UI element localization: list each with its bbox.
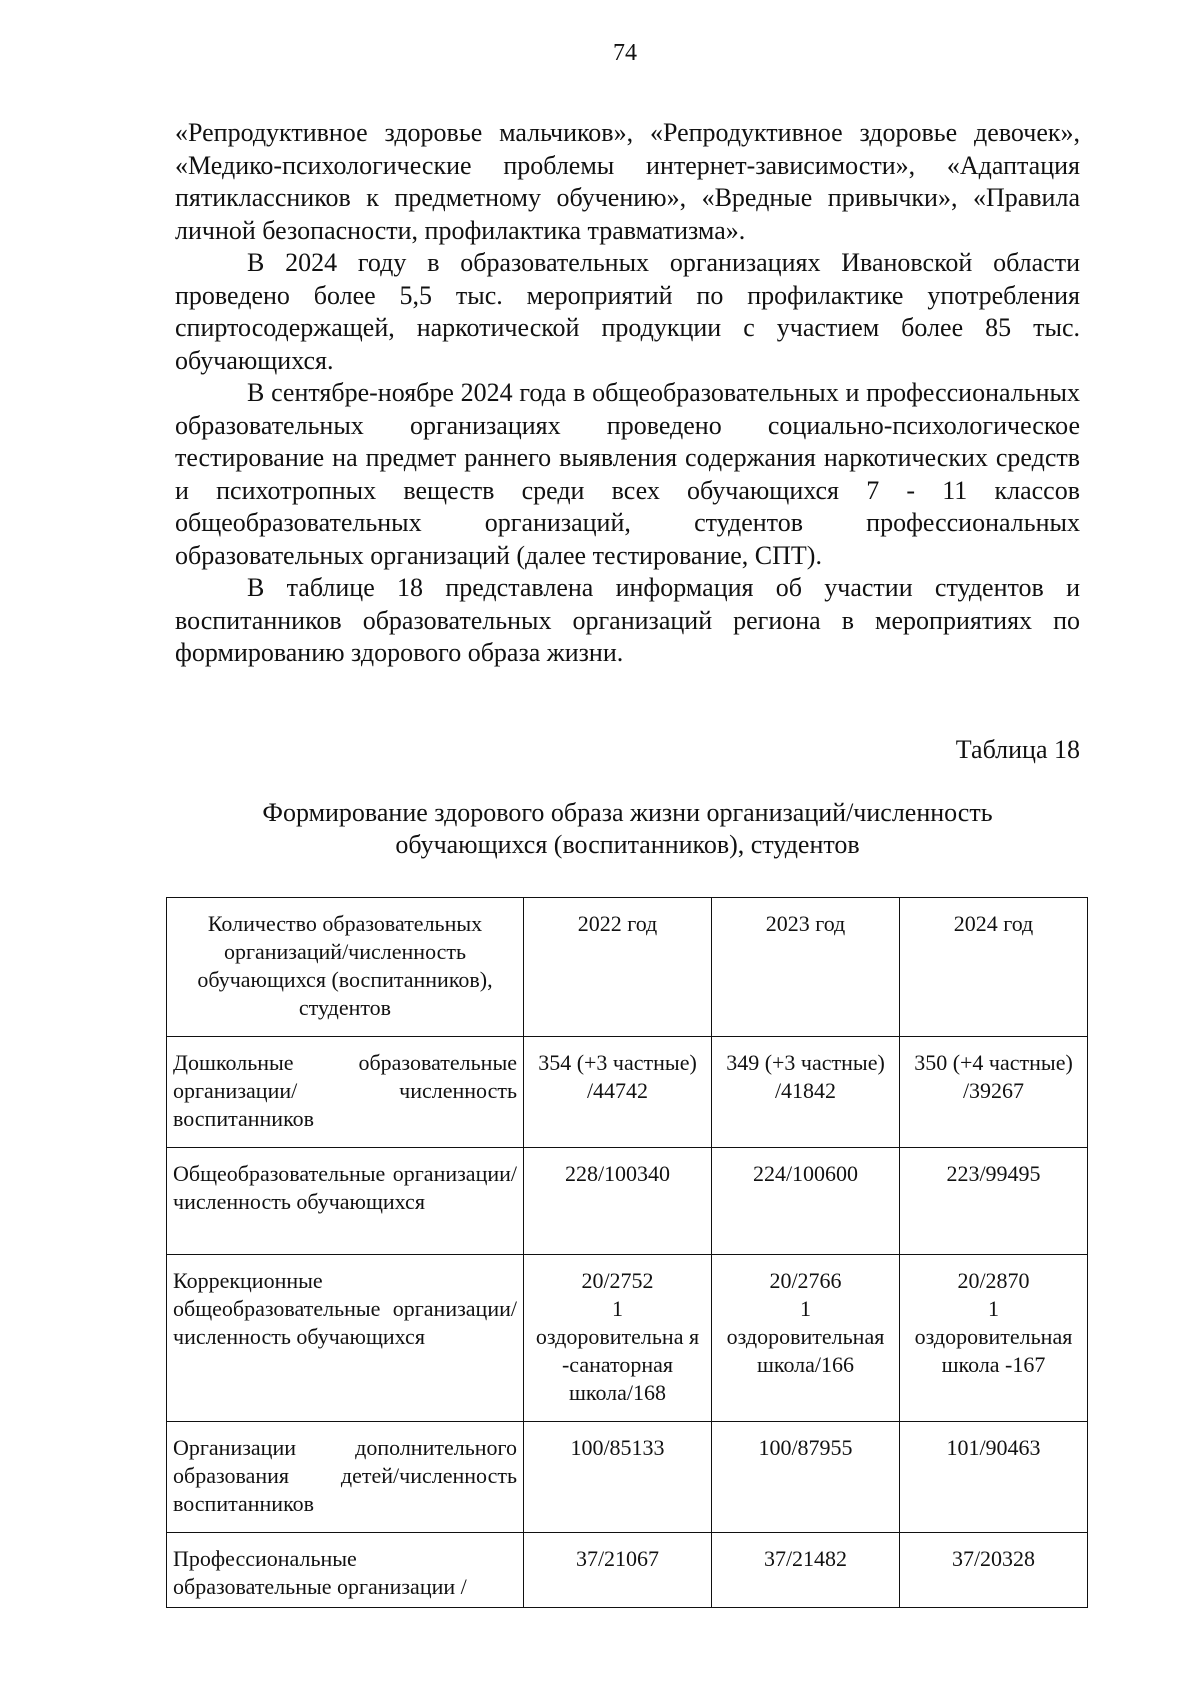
row-value: 223/99495: [900, 1148, 1088, 1255]
header-year-2022: 2022 год: [524, 898, 712, 1037]
paragraph-3: В сентябре-ноябре 2024 года в общеобразовательных и профессиональных образовательных организациях проведено социально-психологическое тестирование на предмет раннего выявления содержания наркотических средств и психотропных веществ среди всех обучающихся 7 - 11 классов общеобразовательных организаций, студентов профессиональных образовательных организаций (далее тестирование, СПТ).: [175, 378, 1080, 570]
paragraph-1: «Репродуктивное здоровье мальчиков», «Репродуктивное здоровье девочек», «Медико-психологические проблемы интернет-зависимости», «Адаптация пятиклассников к предметному обучению», «Вредные привычки», «Правила личной безопасности, профилактика травматизма».: [175, 118, 1080, 245]
header-year-2024: 2024 год: [900, 898, 1088, 1037]
row-value: 100/87955: [712, 1422, 900, 1533]
row-sub-value: оздоровительная школа -167: [914, 1324, 1073, 1377]
data-table: [166, 897, 1088, 1608]
row-label: Общеобразовательные организации/ численность обучающихся: [167, 1148, 524, 1255]
table-title: [175, 797, 1080, 861]
row-value: 37/20328: [900, 1533, 1088, 1608]
table-title-line-2: обучающихся (воспитанников), студентов: [395, 830, 860, 859]
row-label: Дошкольные образовательные организации/ численность воспитанников: [167, 1037, 524, 1148]
row-sub-count: 1: [612, 1296, 623, 1321]
row-value-cell: [524, 1255, 712, 1422]
row-value-cell: [900, 1255, 1088, 1422]
table-row: [167, 1255, 1088, 1422]
row-label: Профессиональные образовательные организации /: [167, 1533, 524, 1608]
row-sub-count: 1: [988, 1296, 999, 1321]
row-sub-value: оздоровительная школа/166: [726, 1324, 885, 1377]
row-value: 101/90463: [900, 1422, 1088, 1533]
header-year-2023: 2023 год: [712, 898, 900, 1037]
row-value: 224/100600: [712, 1148, 900, 1255]
row-label: Организации дополнительного образования детей/численность воспитанников: [167, 1422, 524, 1533]
row-value: 350 (+4 частные) /39267: [900, 1037, 1088, 1148]
header-label-cell: Количество образовательных организаций/численность обучающихся (воспитанников), студентов: [167, 898, 524, 1037]
row-value: 228/100340: [524, 1148, 712, 1255]
row-value: 37/21067: [524, 1533, 712, 1608]
table-row: [167, 1037, 1088, 1148]
row-value-cell: [712, 1255, 900, 1422]
paragraph-2: В 2024 году в образовательных организациях Ивановской области проведено более 5,5 тыс. мероприятий по профилактике употребления спиртосодержащей, наркотической продукции с участием более 85 тыс. обучающихся.: [175, 248, 1080, 375]
row-value: 349 (+3 частные) /41842: [712, 1037, 900, 1148]
table-header-row: [167, 898, 1088, 1037]
table-title-line-1: Формирование здорового образа жизни организаций/численность: [262, 798, 993, 827]
row-value: 37/21482: [712, 1533, 900, 1608]
page-number: 74: [613, 40, 637, 66]
table-row: [167, 1148, 1088, 1255]
row-sub-count: 1: [800, 1296, 811, 1321]
paragraph-4: В таблице 18 представлена информация об участии студентов и воспитанников образовательных организаций региона в мероприятиях по формированию здорового образа жизни.: [175, 573, 1080, 667]
table-row: [167, 1533, 1088, 1608]
row-value: 100/85133: [524, 1422, 712, 1533]
row-value: 20/2752: [581, 1268, 654, 1293]
row-value: 20/2766: [769, 1268, 842, 1293]
body-text: [175, 117, 1080, 670]
row-label: Коррекционные общеобразовательные организации/ численность обучающихся: [167, 1255, 524, 1422]
table-caption: Таблица 18: [955, 735, 1080, 764]
row-value: 354 (+3 частные) /44742: [524, 1037, 712, 1148]
row-sub-value: оздоровительна я -санаторная школа/168: [535, 1324, 700, 1405]
table-row: [167, 1422, 1088, 1533]
row-value: 20/2870: [957, 1268, 1030, 1293]
